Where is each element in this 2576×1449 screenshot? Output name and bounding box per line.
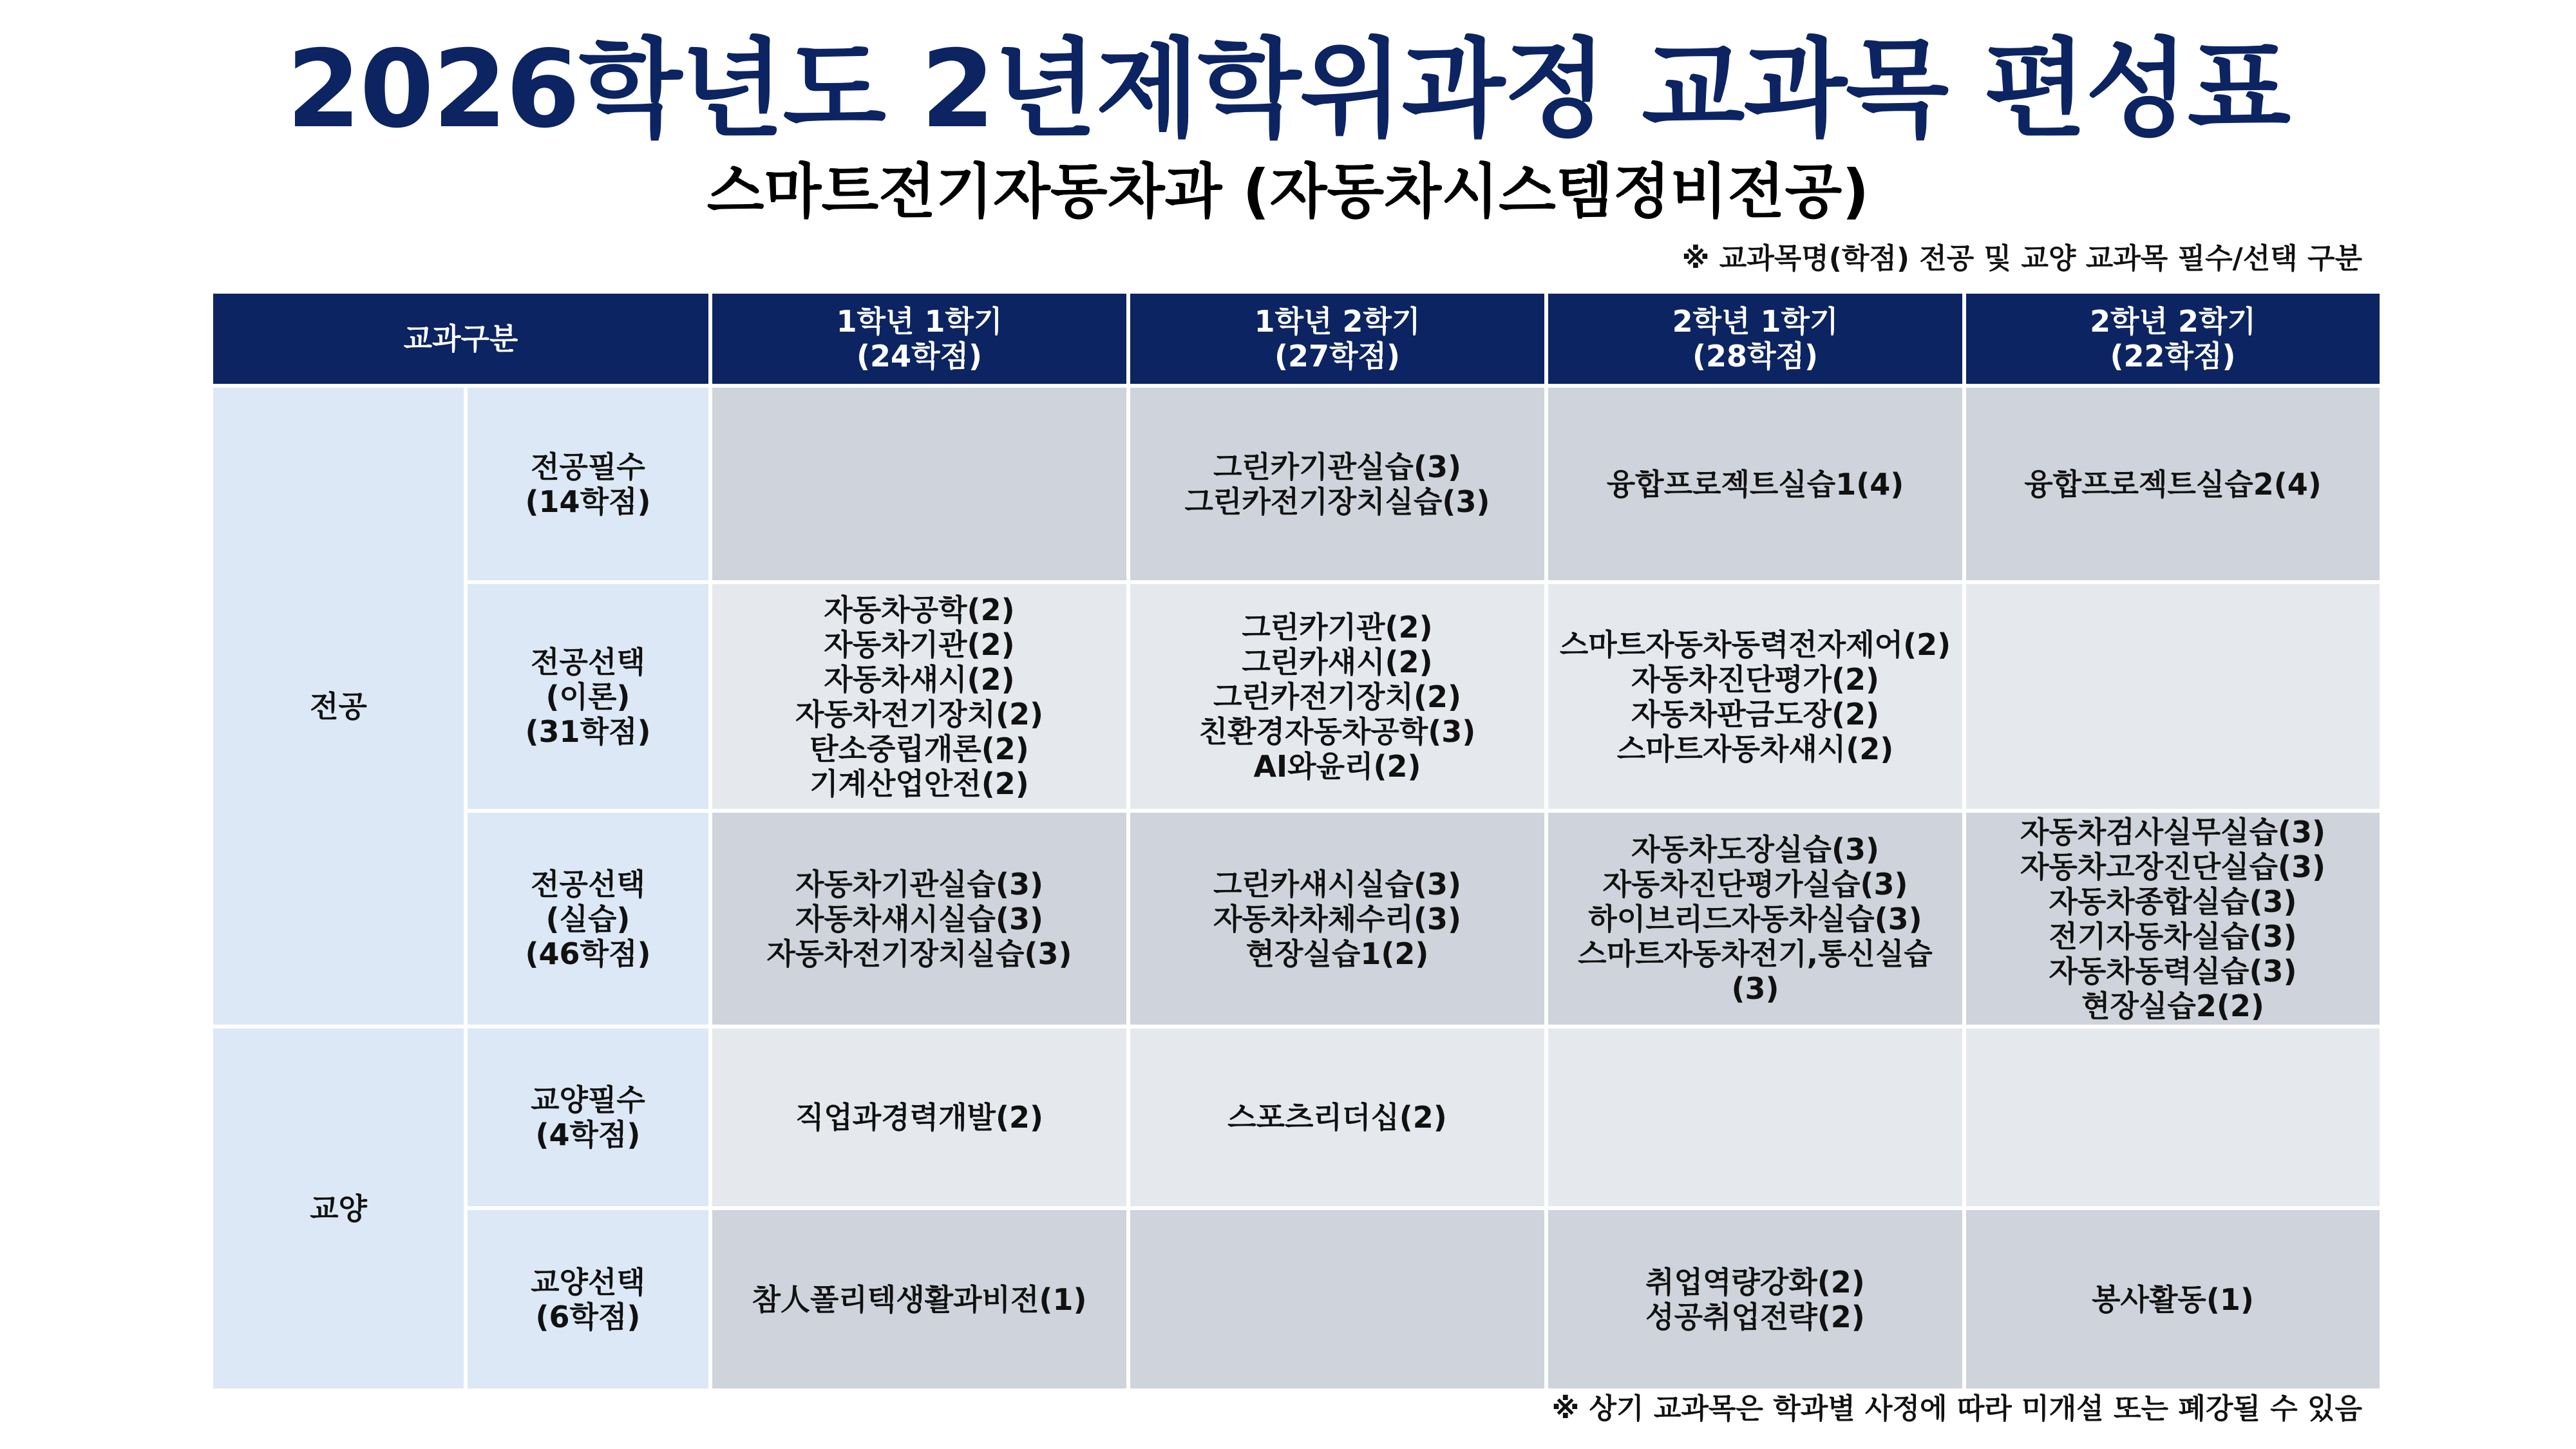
- course-item: 그린카전기장치(2): [1213, 679, 1462, 714]
- table-row: [211, 582, 2382, 811]
- table-row: [211, 1208, 2382, 1390]
- subcategory-line: (실습): [545, 901, 630, 936]
- header-credits: (28학점): [1692, 339, 1818, 374]
- course-cell: [710, 386, 1128, 582]
- course-cell: [1964, 811, 2382, 1027]
- course-item: 직업과경력개발(2): [795, 1100, 1044, 1135]
- subcategory-line: 전공선택: [531, 866, 645, 902]
- course-item: 기계산업안전(2): [810, 766, 1029, 801]
- course-cell: [1964, 1027, 2382, 1208]
- course-cell: [1546, 811, 1964, 1027]
- course-item: 그린카기관(2): [1242, 609, 1433, 645]
- curriculum-table: [209, 290, 2383, 1392]
- subcategory-line: (14학점): [525, 484, 651, 519]
- course-item: 자동차전기장치(2): [795, 696, 1044, 732]
- header-semester-3: [1546, 292, 1964, 386]
- course-cell: [710, 1208, 1128, 1390]
- header-term: 1학년 2학기: [1254, 304, 1421, 339]
- course-item: 자동차진단평가실습(3): [1602, 866, 1908, 902]
- course-cell: [710, 1027, 1128, 1208]
- subcategory-line: (31학점): [525, 714, 651, 749]
- subcategory-line: (이론): [545, 679, 630, 714]
- category-group: 전공: [211, 386, 466, 1027]
- subcategory-line: (6학점): [535, 1299, 641, 1334]
- course-item: 스마트자동차동력전자제어(2): [1559, 627, 1951, 662]
- course-cell: [1128, 811, 1546, 1027]
- page-title: 2026학년도 2년제학위과정 교과목 편성표: [286, 28, 2290, 152]
- header-semester-1: [710, 292, 1128, 386]
- subcategory-label: [466, 1208, 710, 1390]
- subcategory-line: 전공선택: [531, 644, 645, 679]
- course-cell: [1964, 1208, 2382, 1390]
- course-cell: [1128, 1208, 1546, 1390]
- course-item: AI와윤리(2): [1253, 748, 1421, 784]
- course-item: 자동차섀시(2): [824, 661, 1015, 697]
- course-cell: [710, 582, 1128, 811]
- header-credits: (22학점): [2110, 339, 2236, 374]
- course-cell: [1128, 582, 1546, 811]
- category-group: 교양: [211, 1027, 466, 1390]
- course-item: 현장실습1(2): [1245, 936, 1429, 971]
- course-item: 융합프로젝트실습2(4): [2024, 466, 2322, 502]
- course-cell: [1546, 1208, 1964, 1390]
- course-cell: [1546, 582, 1964, 811]
- course-item: 하이브리드자동차실습(3): [1588, 901, 1922, 936]
- course-cell: [1128, 386, 1546, 582]
- course-cell: [1128, 1027, 1546, 1208]
- course-item: 자동차공학(2): [824, 592, 1015, 627]
- course-item: 자동차섀시실습(3): [795, 901, 1044, 936]
- course-item: 자동차동력실습(3): [2049, 953, 2297, 989]
- header-semester-4: [1964, 292, 2382, 386]
- page-subtitle: 스마트전기자동차과 (자동차시스템정비전공): [706, 157, 1870, 226]
- course-item: 자동차전기장치실습(3): [766, 936, 1072, 971]
- subcategory-line: 교양선택: [531, 1264, 645, 1300]
- subcategory-line: (46학점): [525, 936, 651, 971]
- course-item: 융합프로젝트실습1(4): [1606, 466, 1904, 502]
- course-item: 자동차검사실무실습(3): [2020, 814, 2325, 849]
- subcategory-label: [466, 582, 710, 811]
- table-row: [211, 811, 2382, 1027]
- table-body: [211, 386, 2382, 1390]
- course-item: 스포츠리더십(2): [1227, 1100, 1447, 1135]
- header-category: 교과구분: [211, 292, 710, 386]
- course-item: 현장실습2(2): [2081, 988, 2264, 1023]
- course-item: 친환경자동차공학(3): [1198, 714, 1476, 749]
- course-item: 자동차기관실습(3): [795, 866, 1044, 902]
- header-term: 2학년 2학기: [2090, 304, 2256, 339]
- table-header-row: [211, 292, 2382, 386]
- subcategory-line: 전공필수: [531, 449, 645, 484]
- course-item: 스마트자동차전기,통신실습(3): [1578, 936, 1933, 1006]
- course-item: 그린카섀시실습(3): [1213, 866, 1462, 902]
- course-item: 자동차종합실습(3): [2049, 884, 2297, 919]
- header-credits: (24학점): [857, 339, 982, 374]
- course-cell: [1546, 1027, 1964, 1208]
- course-item: 자동차차체수리(3): [1213, 901, 1462, 936]
- course-item: 그린카섀시(2): [1242, 644, 1433, 679]
- header-semester-2: [1128, 292, 1546, 386]
- subcategory-label: [466, 811, 710, 1027]
- header-term: 2학년 1학기: [1672, 304, 1839, 339]
- course-cell: [1546, 386, 1964, 582]
- course-item: 전기자동차실습(3): [2049, 918, 2297, 954]
- course-cell: [1964, 386, 2382, 582]
- course-item: 스마트자동차섀시(2): [1616, 731, 1894, 766]
- course-item: 그린카전기장치실습(3): [1184, 484, 1490, 519]
- course-item: 참人폴리텍생활과비전(1): [752, 1282, 1087, 1317]
- header-term: 1학년 1학기: [836, 304, 1003, 339]
- legend-note: ※ 교과목명(학점) 전공 및 교양 교과목 필수/선택 구분: [1681, 242, 2362, 275]
- table-row: [211, 1027, 2382, 1208]
- course-item: 자동차고장진단실습(3): [2020, 849, 2325, 884]
- footer-note: ※ 상기 교과목은 학과별 사정에 따라 미개설 또는 폐강될 수 있음: [1551, 1392, 2362, 1425]
- course-item: 그린카기관실습(3): [1213, 449, 1462, 484]
- course-cell: [710, 811, 1128, 1027]
- course-item: 자동차도장실습(3): [1631, 831, 1880, 867]
- subcategory-label: [466, 386, 710, 582]
- course-item: 자동차기관(2): [824, 627, 1015, 662]
- subcategory-line: (4학점): [535, 1117, 641, 1152]
- course-item: 자동차진단평가(2): [1631, 661, 1880, 697]
- course-item: 봉사활동(1): [2092, 1282, 2254, 1317]
- course-item: 탄소중립개론(2): [810, 731, 1029, 766]
- course-cell: [1964, 582, 2382, 811]
- course-item: 자동차판금도장(2): [1631, 696, 1880, 732]
- subcategory-line: 교양필수: [531, 1083, 645, 1117]
- header-credits: (27학점): [1274, 339, 1400, 374]
- table-row: [211, 386, 2382, 582]
- course-item: 성공취업전략(2): [1645, 1299, 1865, 1334]
- course-item: 취업역량강화(2): [1645, 1264, 1865, 1300]
- subcategory-label: [466, 1027, 710, 1208]
